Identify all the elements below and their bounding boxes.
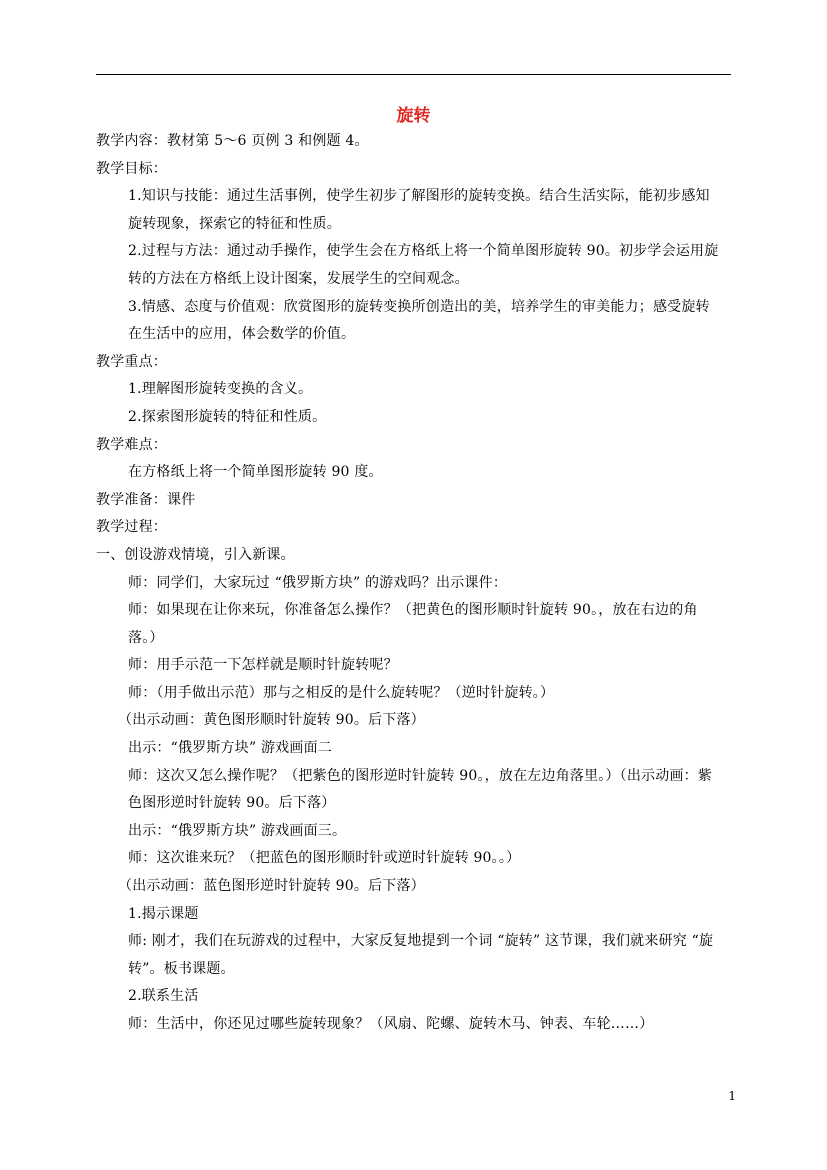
text-line: 出示：“俄罗斯方块” 游戏画面三。 <box>128 822 347 839</box>
text-line: 师：如果现在让你来玩，你准备怎么操作？（把黄色的图形顺时针旋转 90。，放在右边的角 <box>128 602 698 619</box>
text-line: 出示：“俄罗斯方块” 游戏画面二 <box>128 740 332 757</box>
text-line: 师: 刚才，我们在玩游戏的过程中，大家反复地提到一个词 “旋转” 这节课，我们就来研究 “旋 <box>128 933 714 950</box>
text-line: 转的方法在方格纸上设计图案，发展学生的空间观念。 <box>128 270 469 287</box>
text-line: 落。） <box>128 629 164 646</box>
text-line: 转”。板书课题。 <box>128 960 235 977</box>
section-heading: 教学目标： <box>96 160 167 177</box>
text-line: 1.理解图形旋转变换的含义。 <box>128 381 313 398</box>
page-number: 1 <box>728 1089 736 1103</box>
text-line: 在生活中的应用，体会数学的价值。 <box>128 326 356 343</box>
text-line: 师：这次谁来玩？（把蓝色的图形顺时针或逆时针旋转 90。。） <box>128 850 521 867</box>
page-title: 旋转 <box>396 106 431 126</box>
text-line: 师：用手示范一下怎样就是顺时针旋转呢？ <box>128 657 398 674</box>
text-line: 教学内容：教材第 5～6 页例 3 和例题 4。 <box>96 133 369 149</box>
header-rule <box>96 74 731 75</box>
text-line: 2.联系生活 <box>128 988 199 1005</box>
text-line: 2.过程与方法：通过动手操作，使学生会在方格纸上将一个简单图形旋转 90。初步学会运用旋 <box>128 243 719 260</box>
section-heading: 教学难点： <box>96 436 167 453</box>
text-line: 1.揭示课题 <box>128 905 199 922</box>
text-line: 一、创设游戏情境，引入新课。 <box>96 546 295 563</box>
text-line: 师：同学们，大家玩过 “俄罗斯方块” 的游戏吗？出示课件： <box>128 574 508 591</box>
text-line: 师：（用手做出示范）那与之相反的是什么旋转呢？（逆时针旋转。） <box>128 684 555 701</box>
text-line: 色图形逆时针旋转 90。后下落） <box>128 795 336 812</box>
section-heading: 教学过程： <box>96 519 167 536</box>
text-line: 师：这次又怎么操作呢？（把紫色的图形逆时针旋转 90。，放在左边角落里。）（出示动画：紫 <box>128 767 713 784</box>
text-line: （出示动画：蓝色图形逆时针旋转 90。后下落） <box>118 878 425 895</box>
text-line: 在方格纸上将一个简单图形旋转 90 度。 <box>128 464 383 481</box>
section-heading: 教学重点： <box>96 353 167 370</box>
text-line: 旋转现象，探索它的特征和性质。 <box>128 215 341 232</box>
section-heading: 教学准备：课件 <box>96 491 196 508</box>
text-line: 2.探索图形旋转的特征和性质。 <box>128 408 327 425</box>
text-line: 1.知识与技能：通过生活事例，使学生初步了解图形的旋转变换。结合生活实际，能初步感知 <box>128 188 710 205</box>
text-line: 师：生活中，你还见过哪些旋转现象？（风扇、陀螺、旋转木马、钟表、车轮……） <box>128 1016 654 1032</box>
text-line: （出示动画：黄色图形顺时针旋转 90。后下落） <box>118 712 425 729</box>
text-line: 3.情感、态度与价值观：欣赏图形的旋转变换所创造出的美，培养学生的审美能力；感受旋转 <box>128 298 710 315</box>
document-body <box>96 128 731 1039</box>
